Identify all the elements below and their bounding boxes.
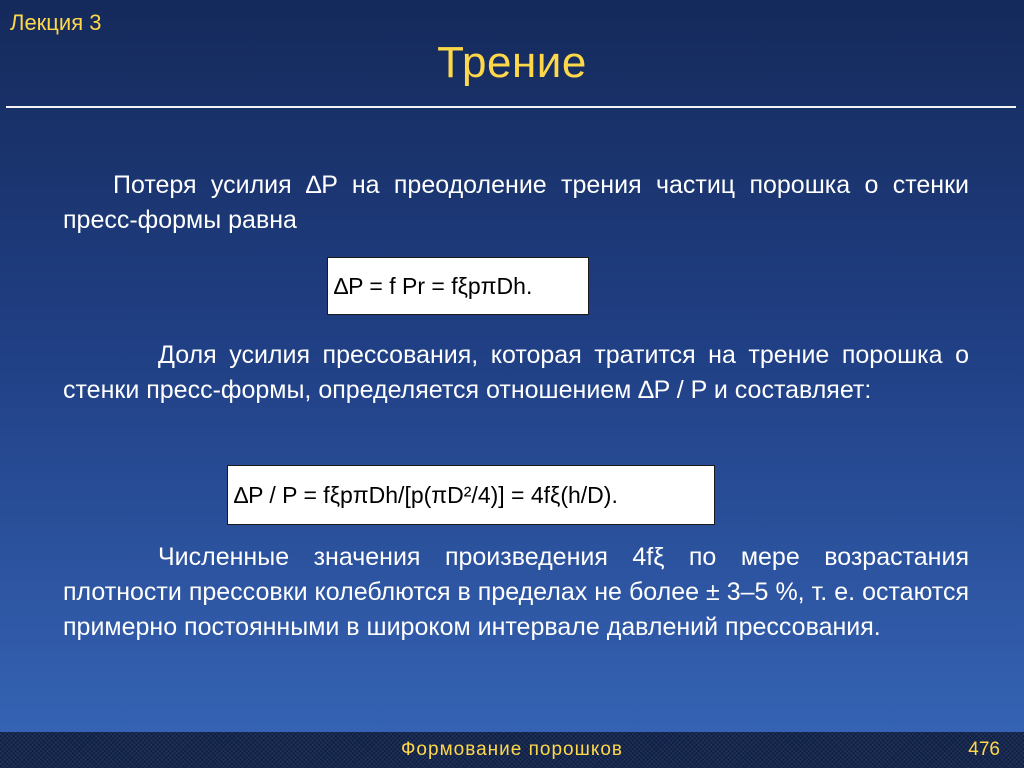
formula-box-force-ratio [227,465,715,525]
lecture-label: Лекция 3 [10,10,102,35]
paragraph-friction-loss: Потеря усилия ∆P на преодоление трения частиц порошка о стенки пресс-формы равна [63,171,969,234]
formula-box-force-loss [327,257,589,315]
slide-title: Трение [437,38,587,87]
paragraph-numeric-values: Численные значения произведения 4fξ по мере возрастания плотности прессовки колеблются в пределах не более ± 3–5 %, т. е. остаются примерно постоянными в широком интервале давлений прессования. [63,543,969,641]
footer-bar [0,732,1024,768]
formula-force-ratio: ∆P / P = fξpπDh/[p(πD²/4)] = 4fξ(h/D). [234,481,618,508]
page-number: 476 [968,739,1000,760]
paragraph-force-fraction: Доля усилия прессования, которая тратится на трение порошка о стенки пресс-формы, определяется отношением ∆P / P и составляет: [63,341,969,404]
footer-title: Формование порошков [400,739,624,760]
formula-force-loss: ∆P = f Pr = fξpπDh. [334,272,533,299]
title-divider [6,106,1016,108]
